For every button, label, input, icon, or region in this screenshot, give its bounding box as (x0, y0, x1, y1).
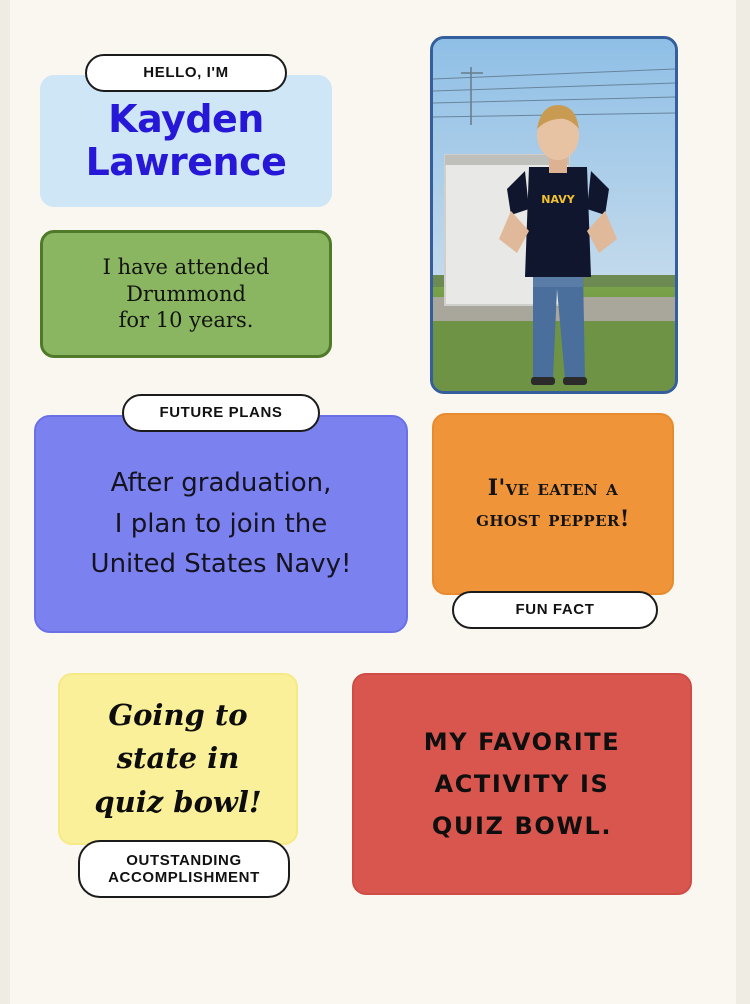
fun-fact-label-text: FUN FACT (515, 601, 595, 619)
accomplishment-text (86, 694, 269, 825)
accomplishment-line-1: Going to (108, 697, 248, 732)
last-name: Lawrence (85, 140, 287, 184)
fun-fact-line-1: I've eaten a (487, 474, 619, 501)
accomplishment-label-pill (78, 840, 290, 898)
hello-label-pill (85, 54, 287, 92)
favorite-activity-text (412, 721, 633, 847)
student-photo (430, 36, 678, 394)
accomplishment-line-2: state in (116, 741, 240, 776)
svg-text:NAVY: NAVY (541, 193, 575, 206)
page-right-edge (736, 0, 750, 1004)
future-plans-label-text: FUTURE PLANS (159, 404, 283, 422)
future-plans-text (77, 463, 366, 585)
first-name: Kayden (108, 97, 264, 142)
school-attendance-text (93, 254, 280, 335)
favorite-line-1: MY FAVORITE (423, 728, 621, 756)
page-left-edge (0, 0, 10, 1004)
future-plans-label-pill (122, 394, 320, 432)
future-line-2: I plan to join the (114, 508, 328, 539)
fun-fact-label-pill (452, 591, 658, 629)
accomplishment-card (58, 673, 298, 845)
future-line-1: After graduation, (110, 468, 332, 499)
accomplishment-label-line-2: ACCOMPLISHMENT (108, 869, 260, 886)
fun-fact-card (432, 413, 674, 595)
future-line-3: United States Navy! (90, 549, 352, 580)
name-card (40, 75, 332, 207)
hello-label-text: HELLO, I'M (143, 64, 229, 82)
favorite-line-2: ACTIVITY IS (434, 770, 610, 798)
attendance-line-1: I have attended (102, 254, 270, 279)
favorite-activity-card (352, 673, 692, 895)
student-photo-image (433, 39, 675, 391)
school-attendance-card (40, 230, 332, 358)
name-text (74, 98, 299, 183)
fun-fact-line-2: ghost pepper! (476, 506, 630, 532)
accomplishment-label-line-1: OUTSTANDING (126, 851, 242, 869)
fun-fact-text (466, 473, 640, 535)
accomplishment-line-3: quiz bowl! (94, 784, 262, 819)
favorite-line-3: QUIZ BOWL. (431, 812, 613, 840)
attendance-line-2: Drummond (126, 281, 246, 306)
attendance-line-3: for 10 years. (118, 308, 254, 333)
future-plans-card (34, 415, 408, 633)
